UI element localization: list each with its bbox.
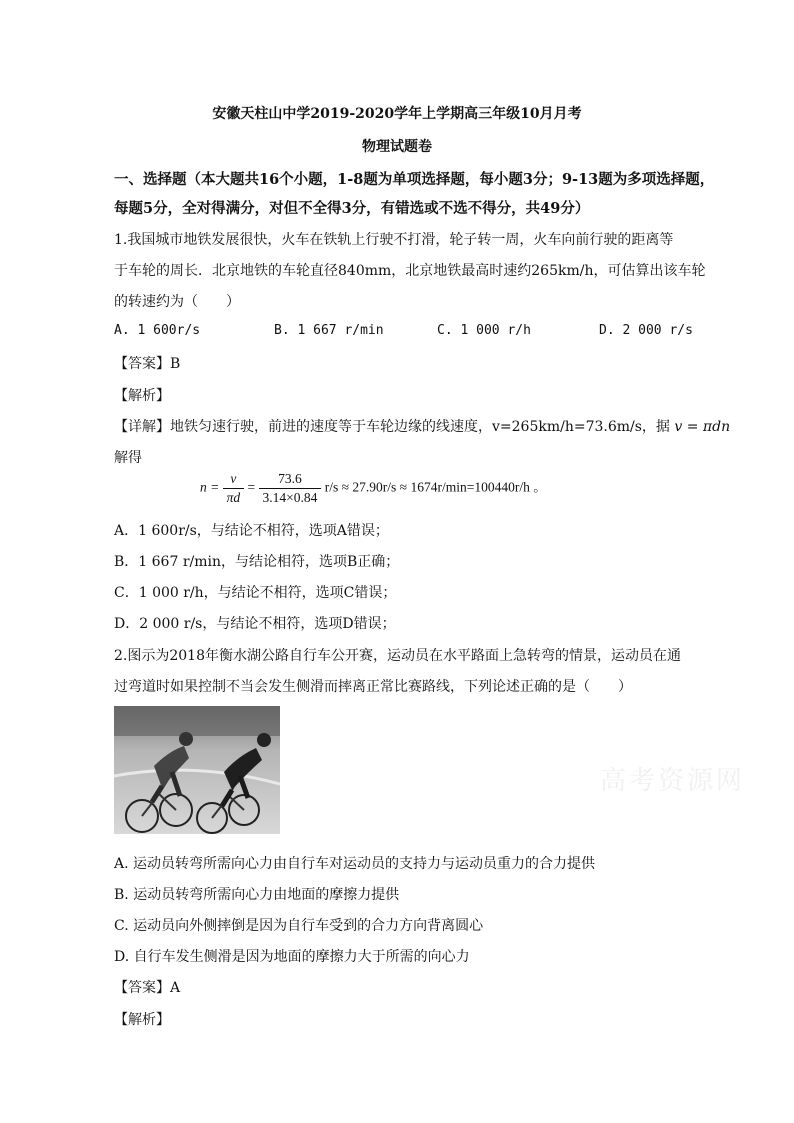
q2-option-c: C. 运动员向外侧摔倒是因为自行车受到的合力方向背离圆心 xyxy=(114,918,484,934)
q1-stem-line2: 于车轮的周长．北京地铁的车轮直径840mm，北京地铁最高时速约265km/h，可估算出该车轮 xyxy=(114,263,706,279)
q1-option-c: C. 1 000 r/h xyxy=(437,323,531,338)
q1-detail-text: 【详解】地铁匀速行驶，前进的速度等于车轮边缘的线速度，v=265km/h=73.6m/s，据 xyxy=(114,419,670,435)
q1-formula xyxy=(200,470,547,514)
q1-stem-line1: 1.我国城市地铁发展很快，火车在铁轨上行驶不打滑，轮子转一周，火车向前行驶的距离等 xyxy=(114,232,674,248)
section-heading-line1: 一、选择题（本大题共16个小题，1-8题为单项选择题，每小题3分；9-13题为多项选择题， xyxy=(114,171,715,188)
formula-frac1-den: πd xyxy=(226,490,241,505)
formula-frac1-num: v xyxy=(223,470,245,489)
formula-lhs: n = xyxy=(200,479,220,495)
q1-answer: 【答案】B xyxy=(114,356,181,372)
q2-option-b: B. 运动员转弯所需向心力由地面的摩擦力提供 xyxy=(114,887,400,903)
formula-frac2-num: 73.6 xyxy=(259,470,322,489)
formula-fraction-values xyxy=(259,470,322,507)
q2-stem-line2: 过弯道时如果控制不当会发生侧滑而摔离正常比赛路线，下列论述正确的是（ ） xyxy=(114,679,632,695)
q1-stem-line3: 的转速约为（ ） xyxy=(114,294,240,310)
formula-frac2-den: 3.14×0.84 xyxy=(262,490,318,505)
formula-rhs: r/s ≈ 27.90r/s ≈ 1674r/min=100440r/h 。 xyxy=(324,479,547,495)
q1-detail-line1 xyxy=(114,416,730,436)
watermark-logo: 高考资源网 xyxy=(600,766,746,796)
q1-judgment-d: D．2 000 r/s，与结论不相符，选项D错误； xyxy=(114,616,396,632)
q2-option-d: D. 自行车发生侧滑是因为地面的摩擦力大于所需的向心力 xyxy=(114,949,470,965)
section-heading-line2: 每题5分，全对得满分，对但不全得3分，有错选或不选不得分，共49分） xyxy=(114,200,590,217)
q1-detail-formula: v = πdn xyxy=(674,419,731,435)
formula-fraction-v-pid xyxy=(223,470,245,507)
q1-judgment-a: A．1 600r/s，与结论不相符，选项A错误； xyxy=(114,523,389,539)
q2-option-a: A. 运动员转弯所需向心力由自行车对运动员的支持力与运动员重力的合力提供 xyxy=(114,856,596,872)
q1-detail-line2: 解得 xyxy=(114,450,142,466)
q1-option-a: A. 1 600r/s xyxy=(114,323,201,338)
q1-judgment-c: C．1 000 r/h，与结论不相符，选项C错误； xyxy=(114,585,397,601)
q1-option-b: B. 1 667 r/min xyxy=(274,323,384,338)
q1-judgment-b: B．1 667 r/min，与结论相符，选项B正确； xyxy=(114,554,400,570)
q1-option-d: D. 2 000 r/s xyxy=(599,323,693,338)
q2-stem-line1: 2.图示为2018年衡水湖公路自行车公开赛，运动员在水平路面上急转弯的情景，运动员在通 xyxy=(114,648,681,664)
formula-equals: = xyxy=(247,479,256,495)
q2-analysis-label: 【解析】 xyxy=(114,1012,170,1028)
q1-analysis-label: 【解析】 xyxy=(114,388,170,404)
exam-subtitle: 物理试题卷 xyxy=(362,139,432,155)
cyclists-photo xyxy=(114,706,280,834)
q2-answer: 【答案】A xyxy=(114,980,181,996)
exam-title: 安徽天柱山中学2019-2020学年上学期高三年级10月月考 xyxy=(212,106,582,122)
